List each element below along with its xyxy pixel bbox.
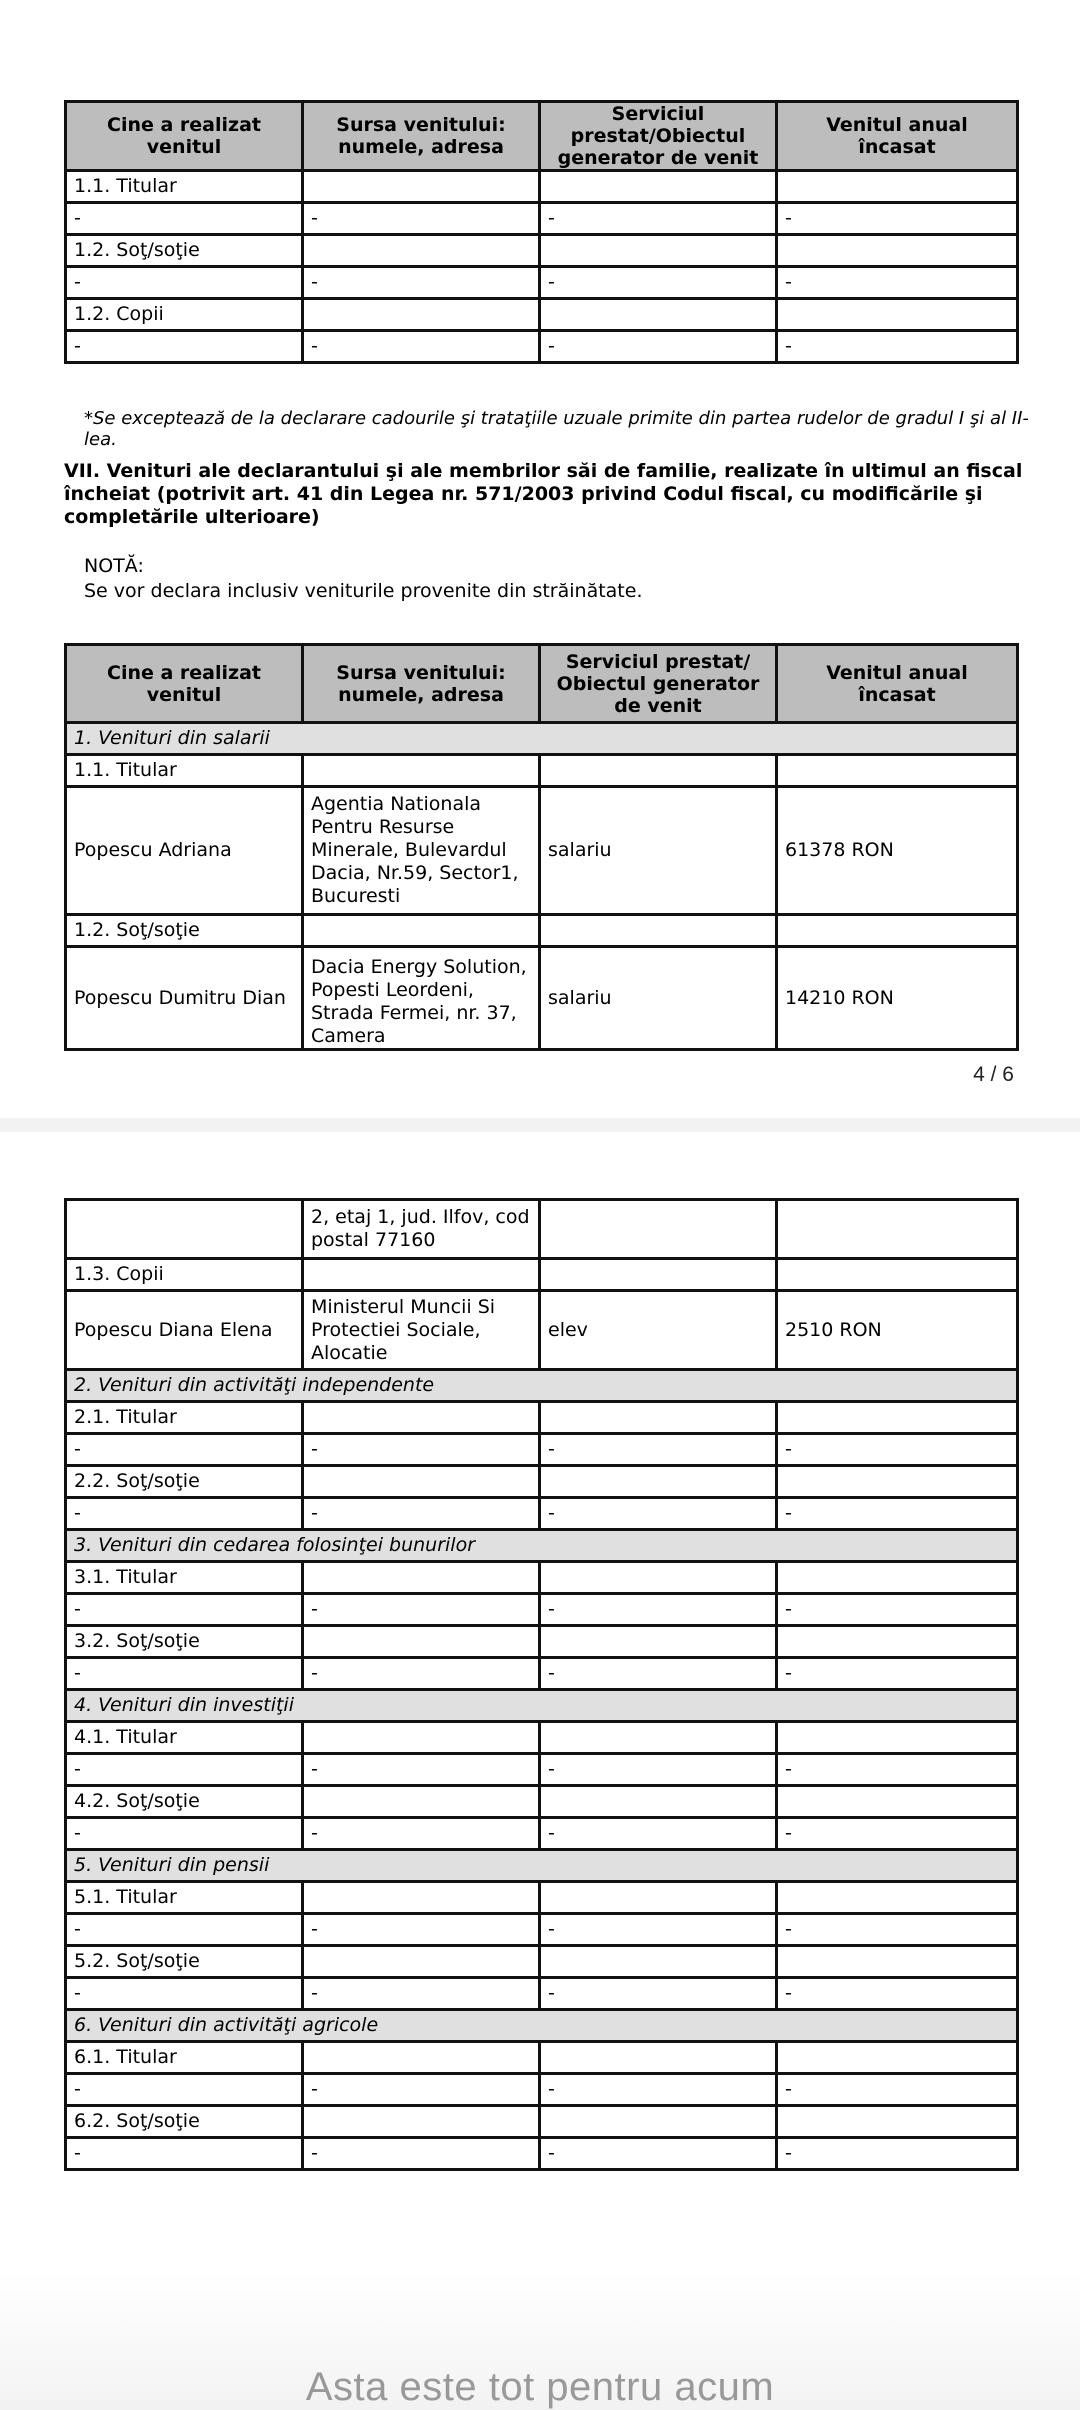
table-cell: -: [540, 1754, 777, 1786]
table-row: [66, 1914, 1018, 1946]
section-label: 2. Venituri din activităţi independente: [66, 1370, 1018, 1402]
table-cell: [777, 235, 1018, 267]
table-cell: Dacia Energy Solution, Popesti Leordeni, Strada Fermei, nr. 37, Camera: [303, 947, 540, 1050]
table-cell: [303, 1259, 540, 1291]
table-cell: -: [303, 1498, 540, 1530]
table-cell: salariu: [540, 787, 777, 915]
table-cell: -: [540, 1914, 777, 1946]
table-cell: [303, 2042, 540, 2074]
table-cell: [540, 2106, 777, 2138]
header-income: Venitul anual încasat: [777, 645, 1018, 723]
table-cell: -: [777, 1498, 1018, 1530]
table-cell: salariu: [540, 947, 777, 1050]
table-cell: [540, 1200, 777, 1259]
table-cell: Popescu Diana Elena: [66, 1291, 303, 1370]
table-cell: 1.3. Copii: [66, 1259, 303, 1291]
table-row: [66, 1562, 1018, 1594]
table-cell: 1.2. Copii: [66, 299, 303, 331]
header-service: Serviciul prestat/ Obiectul generator de venit: [540, 645, 777, 723]
table-cell: [777, 915, 1018, 947]
table-row: [66, 203, 1018, 235]
table-cell: -: [66, 1434, 303, 1466]
table-cell: 5.2. Soţ/soţie: [66, 1946, 303, 1978]
table-cell: [303, 235, 540, 267]
table-cell: [777, 1402, 1018, 1434]
header-income: Venitul anual încasat: [777, 102, 1018, 171]
section-row: [66, 2010, 1018, 2042]
table-cell: -: [66, 203, 303, 235]
table-row: [66, 1402, 1018, 1434]
table-row: [66, 787, 1018, 915]
table-row: [66, 2138, 1018, 2170]
table-cell: -: [777, 1594, 1018, 1626]
table-cell: Ministerul Muncii Si Protectiei Sociale, Alocatie: [303, 1291, 540, 1370]
table-row: [66, 299, 1018, 331]
table-cell: [777, 1562, 1018, 1594]
table-row: [66, 915, 1018, 947]
table-cell: -: [777, 1754, 1018, 1786]
table-row: [66, 1882, 1018, 1914]
table-cell: [777, 2106, 1018, 2138]
table-cell: -: [777, 1434, 1018, 1466]
table-cell: -: [777, 2138, 1018, 2170]
table-cell: Agentia Nationala Pentru Resurse Minerale, Bulevardul Dacia, Nr.59, Sector1, Bucuresti: [303, 787, 540, 915]
table-cell: [540, 1466, 777, 1498]
table-cell: -: [66, 1498, 303, 1530]
section-row: [66, 1690, 1018, 1722]
section-vii-title: VII. Venituri ale declarantului şi ale membrilor săi de familie, realizate în ultimul an fiscal încheiat (potrivit art. 41 din Legea nr. 571/2003 privind Codul fiscal, cu modificările şi completările ulterioare): [64, 460, 1023, 528]
table-cell: [777, 1466, 1018, 1498]
table-cell: -: [66, 331, 303, 363]
table-cell: -: [777, 1818, 1018, 1850]
table-cell: 1.2. Soţ/soţie: [66, 235, 303, 267]
table-cell: [777, 1626, 1018, 1658]
table-row: [66, 1818, 1018, 1850]
table-cell: [540, 1259, 777, 1291]
table-cell: -: [540, 2138, 777, 2170]
table-cell: 2.1. Titular: [66, 1402, 303, 1434]
table-row: [66, 1658, 1018, 1690]
table-cell: -: [540, 1434, 777, 1466]
table-cell: [303, 755, 540, 787]
table-cell: -: [777, 203, 1018, 235]
table-cell: [303, 2106, 540, 2138]
table-row: [66, 235, 1018, 267]
header-who: Cine a realizat venitul: [66, 645, 303, 723]
header-service: Serviciul prestat/Obiectul generator de venit: [540, 102, 777, 171]
document-page-4: [0, 0, 1080, 1118]
table-cell: -: [540, 331, 777, 363]
table-cell: [777, 1882, 1018, 1914]
header-source: Sursa venitului: numele, adresa: [303, 645, 540, 723]
table-cell: Popescu Dumitru Dian: [66, 947, 303, 1050]
table-row: [66, 1594, 1018, 1626]
table-cell: [777, 1786, 1018, 1818]
table-cell: [303, 1626, 540, 1658]
table-cell: -: [303, 267, 540, 299]
table-row: [66, 1722, 1018, 1754]
table-row: [66, 1200, 1018, 1259]
table-row: [66, 331, 1018, 363]
table-cell: [303, 1786, 540, 1818]
table-cell: [303, 915, 540, 947]
table-cell: 1.1. Titular: [66, 171, 303, 203]
table-cell: -: [540, 203, 777, 235]
section-label: 4. Venituri din investiţii: [66, 1690, 1018, 1722]
table-cell: [303, 1466, 540, 1498]
table-cell: -: [303, 331, 540, 363]
table-cell: -: [66, 1914, 303, 1946]
header-source: Sursa venitului: numele, adresa: [303, 102, 540, 171]
section-row: [66, 1370, 1018, 1402]
table-row: [66, 1291, 1018, 1370]
table-cell: -: [303, 1818, 540, 1850]
section-row: [66, 723, 1018, 755]
table-cell: [303, 1402, 540, 1434]
table-row: [66, 1626, 1018, 1658]
table-cell: -: [66, 1978, 303, 2010]
section-row: [66, 1530, 1018, 1562]
table-cell: [777, 1259, 1018, 1291]
table-row: [66, 267, 1018, 299]
table-cell: 3.1. Titular: [66, 1562, 303, 1594]
table-cell: 2510 RON: [777, 1291, 1018, 1370]
table-cell: [540, 755, 777, 787]
table-cell: -: [303, 1978, 540, 2010]
document-page-5: [0, 1132, 1080, 2272]
income-table-vii-continued: [64, 1198, 1019, 2171]
table-cell: 6.2. Soţ/soţie: [66, 2106, 303, 2138]
table-row: [66, 1259, 1018, 1291]
table-row: [66, 1786, 1018, 1818]
table-row: [66, 1754, 1018, 1786]
footnote: *Se exceptează de la declarare cadourile şi trataţiile uzuale primite din partea rudelor de gradul I şi al II-lea.: [84, 408, 1029, 450]
table-cell: [540, 1946, 777, 1978]
table-cell: [540, 299, 777, 331]
table-cell: 6.1. Titular: [66, 2042, 303, 2074]
table-cell: [540, 1722, 777, 1754]
table-cell: -: [777, 1914, 1018, 1946]
table-cell: -: [303, 2138, 540, 2170]
table-row: [66, 171, 1018, 203]
table-cell: [540, 2042, 777, 2074]
table-cell: 1.2. Soţ/soţie: [66, 915, 303, 947]
table-cell: [777, 1200, 1018, 1259]
table-cell: [303, 1882, 540, 1914]
table-cell: 2.2. Soţ/soţie: [66, 1466, 303, 1498]
table-cell: 3.2. Soţ/soţie: [66, 1626, 303, 1658]
table-cell: [540, 235, 777, 267]
table-cell: [777, 1722, 1018, 1754]
table-row: [66, 1434, 1018, 1466]
section-label: 1. Venituri din salarii: [66, 723, 1018, 755]
table-cell: [66, 1200, 303, 1259]
table-cell: -: [303, 1914, 540, 1946]
table-cell: -: [777, 2074, 1018, 2106]
nota-text: Se vor declara inclusiv veniturile provenite din străinătate.: [84, 580, 643, 602]
table-cell: -: [540, 267, 777, 299]
section-label: 6. Venituri din activităţi agricole: [66, 2010, 1018, 2042]
table-cell: [777, 299, 1018, 331]
table-cell: -: [303, 1594, 540, 1626]
table-cell: -: [66, 2138, 303, 2170]
table-cell: -: [66, 1594, 303, 1626]
table-cell: elev: [540, 1291, 777, 1370]
table-cell: 1.1. Titular: [66, 755, 303, 787]
table-row: [66, 755, 1018, 787]
table-cell: 4.2. Soţ/soţie: [66, 1786, 303, 1818]
table-cell: -: [303, 1754, 540, 1786]
table-cell: -: [540, 1658, 777, 1690]
section-label: 3. Venituri din cedarea folosinţei bunurilor: [66, 1530, 1018, 1562]
table-cell: [540, 1882, 777, 1914]
table-cell: -: [66, 2074, 303, 2106]
nota-label: NOTĂ:: [84, 555, 144, 577]
table-cell: [303, 171, 540, 203]
table-cell: [540, 1786, 777, 1818]
table-cell: -: [540, 2074, 777, 2106]
table-cell: [540, 171, 777, 203]
table-row: [66, 2074, 1018, 2106]
table-cell: [540, 1402, 777, 1434]
table-cell: -: [303, 1658, 540, 1690]
table-row: [66, 1498, 1018, 1530]
table-row: [66, 1946, 1018, 1978]
section-row: [66, 1850, 1018, 1882]
table-cell: [777, 171, 1018, 203]
table-cell: [540, 915, 777, 947]
table-cell: -: [540, 1498, 777, 1530]
table-cell: -: [66, 1658, 303, 1690]
table-cell: [303, 1722, 540, 1754]
table-row: [66, 1978, 1018, 2010]
table-cell: -: [66, 1818, 303, 1850]
table-cell: [777, 1946, 1018, 1978]
table-row: [66, 2042, 1018, 2074]
table-cell: Popescu Adriana: [66, 787, 303, 915]
table-cell: -: [303, 1434, 540, 1466]
table-cell: 61378 RON: [777, 787, 1018, 915]
table-cell: 4.1. Titular: [66, 1722, 303, 1754]
table-cell: -: [540, 1594, 777, 1626]
table-cell: -: [66, 1754, 303, 1786]
income-table-vii: [64, 643, 1019, 1051]
table-cell: -: [540, 1818, 777, 1850]
table-cell: -: [303, 203, 540, 235]
table-cell: 2, etaj 1, jud. Ilfov, cod postal 77160: [303, 1200, 540, 1259]
table-cell: -: [777, 1658, 1018, 1690]
page-number: 4 / 6: [973, 1063, 1014, 1086]
table-cell: [540, 1562, 777, 1594]
table-cell: [777, 755, 1018, 787]
section-label: 5. Venituri din pensii: [66, 1850, 1018, 1882]
end-of-content-banner: Asta este tot pentru acum: [305, 2365, 775, 2409]
table-cell: -: [777, 331, 1018, 363]
table-cell: [303, 1946, 540, 1978]
header-who: Cine a realizat venitul: [66, 102, 303, 171]
table-cell: -: [777, 1978, 1018, 2010]
table-cell: [540, 1626, 777, 1658]
table-cell: [777, 2042, 1018, 2074]
table-cell: -: [66, 267, 303, 299]
income-table-continued: [64, 100, 1019, 364]
table-cell: -: [777, 267, 1018, 299]
table-cell: 14210 RON: [777, 947, 1018, 1050]
table-cell: 5.1. Titular: [66, 1882, 303, 1914]
table-row: [66, 947, 1018, 1050]
table-cell: [303, 299, 540, 331]
table-cell: -: [540, 1978, 777, 2010]
table-cell: [303, 1562, 540, 1594]
table-row: [66, 2106, 1018, 2138]
table-row: [66, 1466, 1018, 1498]
table-cell: -: [303, 2074, 540, 2106]
